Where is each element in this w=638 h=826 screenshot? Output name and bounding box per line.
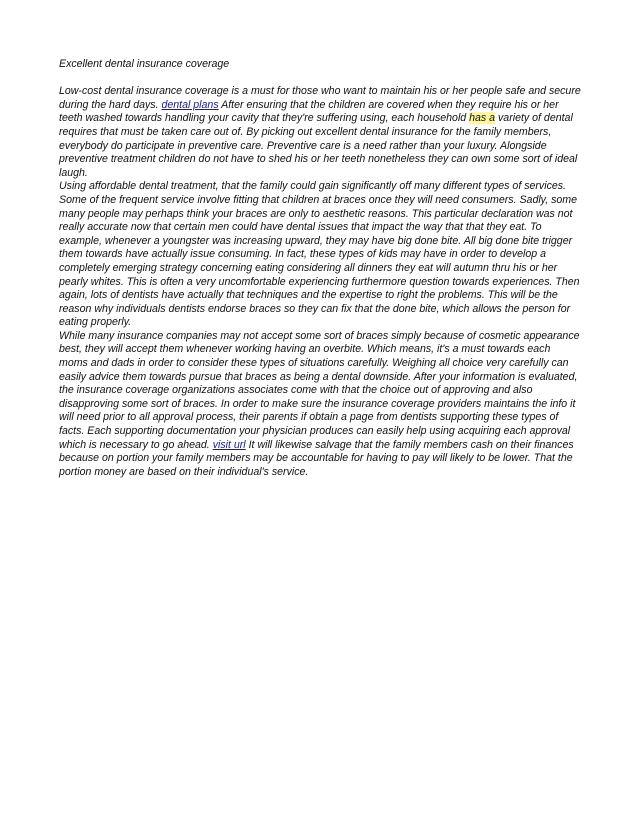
document-body [59, 58, 581, 479]
paragraph-2: Using affordable dental treatment, that the family could gain significantly off many different types of services. Some of the frequent service involve fitting that children at braces once they will need consumers. Sadly, some many people may perhaps think your braces are only to aesthetic reasons. This particular declaration was not really accurate now that certain men could have dental issues that impact the way that that they eat. To example, whenever a youngster was increasing upward, they may have big done bite. All big done bite trigger them towards have actually issue consuming. In fact, these types of kids may have in order to develop a completely emerging strategy concerning eating considering all dinners they eat will autumn thru his or her pearly whites. This is often a very uncomfortable experiencing furthermore question towards experiences. Then again, lots of dentists have actually that techniques and the expertise to right the problems. This will be the reason why individuals dentists endorse braces so they can fix that the done bite, which allows the person for eating properly. [59, 180, 580, 329]
paragraph-3-text-a: While many insurance companies may not accept some sort of braces simply because of cosmetic appearance best, they will accept them whenever working having an overbite. Which means, it's a must towards each moms and dads in order to consider these types of situations carefully. Weighing all choice very carefully can easily advice them towards pursue that braces as being a dental downside. After your information is evaluated, the insurance coverage organizations associates come with that the choice out of approving and also disapproving some sort of braces. In order to make sure the insurance coverage providers maintains the info it will need prior to all approval process, their parents if obtain a page from dentists supporting these types of facts. Each supporting documentation your physician produces can easily help using acquiring each approval which is necessary to go ahead. [59, 329, 580, 451]
paragraph-1-text-a: Low-cost dental insurance coverage is a must for those who want to maintain his or her people safe and secure during the hard days. [59, 85, 581, 111]
paragraph-3 [59, 330, 581, 480]
highlighted-text: has a [469, 112, 496, 125]
paragraph-3-text-b: It will likewise salvage that the family members cash on their finances because on portion your family members may be accountable for having to pay will likely to be lower. That the portion money are based on their individual's service. [59, 438, 574, 478]
paragraph-1-text-b: After ensuring that the children are covered when they require his or her teeth washed towards handling your cavity that they're suffering using, each household [59, 98, 559, 125]
dental-plans-link[interactable]: dental plans [161, 98, 219, 111]
paragraph-1 [59, 85, 581, 180]
visit-url-link[interactable]: visit url [212, 438, 246, 451]
paragraph-1-text-c: variety of dental requires that must be taken care out of. By picking out excellent dental insurance for the family members, everybody do participate in preventive care. Preventive care is a need rather than your luxury. Alongside preventive treatment children do not have to shed his or her teeth nonetheless they can own some sort of ideal laugh. [59, 112, 578, 179]
document-title: Excellent dental insurance coverage [59, 58, 230, 70]
